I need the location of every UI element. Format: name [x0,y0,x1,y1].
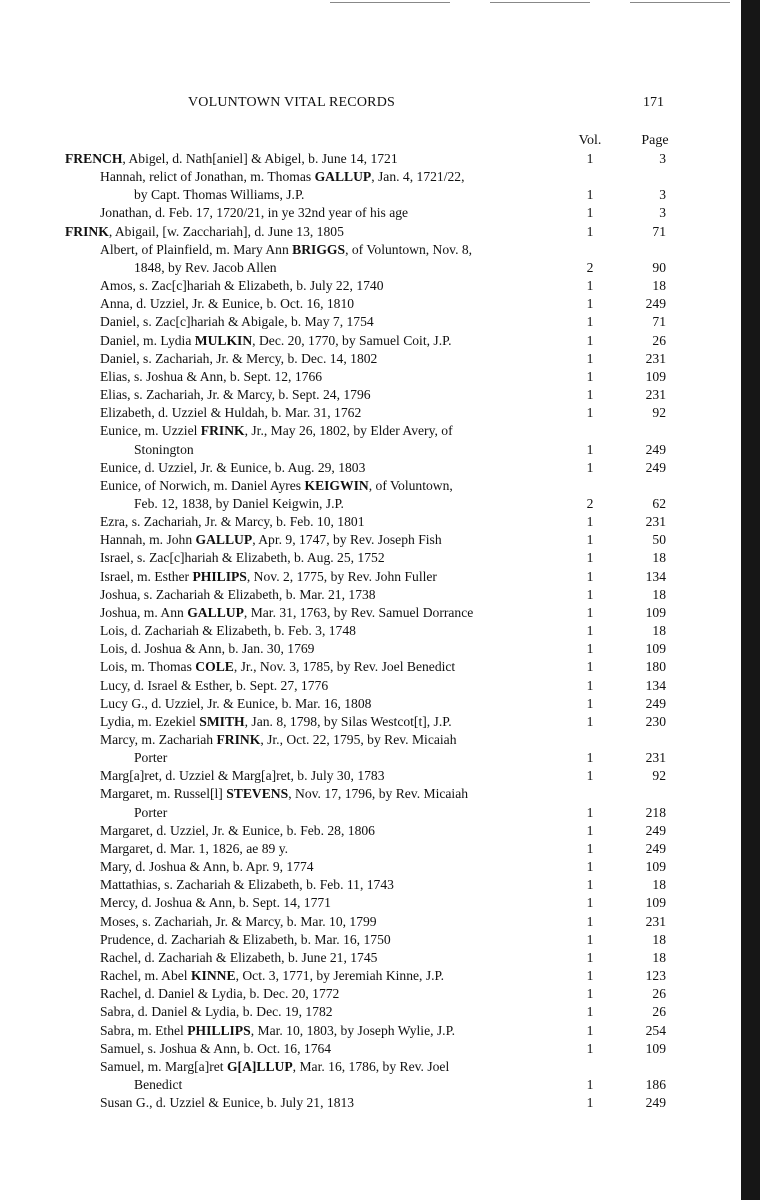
record-entry [0,150,741,168]
scan-edge-lines [330,0,740,8]
page-reference: 109 [645,641,666,657]
surname: FRINK [200,423,245,439]
volume-number: 1 [586,695,594,711]
page-reference: 249 [645,1095,666,1111]
volume-number: 1 [586,1040,594,1056]
page-reference: 62 [652,495,666,511]
entry-continuation [0,804,470,822]
surname: COLE [195,659,234,675]
entry-fragment: , Jr., Nov. 3, 1785, by Rev. Joel Benedict [233,659,456,675]
entry-fragment: Moses, s. Zachariah, Jr. & Marcy, b. Mar. 10, 1799 [100,913,377,929]
record-entry [0,459,741,477]
volume-number: 1 [586,223,594,239]
page-reference: 230 [645,713,666,729]
volume-number: 1 [586,459,594,475]
record-entry [0,913,741,931]
volume-number: 1 [586,332,594,348]
entry-fragment: Albert, of Plainfield, m. Mary Ann [100,241,293,257]
entry-text [0,1003,470,1021]
entry-fragment: Rachel, m. Abel [100,968,191,984]
record-entry [0,313,741,331]
entry-fragment: Jonathan, d. Feb. 17, 1720/21, in ye 32nd year of his age [100,205,409,221]
entry-fragment: Amos, s. Zac[c]hariah & Elizabeth, b. July 22, 1740 [100,278,384,294]
page-reference: 26 [652,1004,666,1020]
entry-text [0,531,470,549]
volume-number: 2 [586,495,594,511]
entry-fragment: Lois, d. Zachariah & Elizabeth, b. Feb. 3, 1748 [100,623,356,639]
entry-text [0,913,470,931]
page-reference: 134 [645,677,666,693]
volume-number: 1 [586,913,594,929]
entry-fragment: Sabra, d. Daniel & Lydia, b. Dec. 19, 1782 [100,1004,333,1020]
entry-fragment: , Jan. 4, 1721/22, [371,169,465,185]
record-entry [0,767,741,785]
entry-fragment: Rachel, d. Daniel & Lydia, b. Dec. 20, 1772 [100,986,340,1002]
volume-number: 1 [586,822,594,838]
page-reference: 26 [652,986,666,1002]
entry-continuation [0,749,470,767]
record-entry [0,1003,741,1021]
entry-text [0,332,470,350]
entry-fragment: Ezra, s. Zachariah, Jr. & Marcy, b. Feb. 10, 1801 [100,514,365,530]
record-entry [0,677,741,695]
entry-fragment: Daniel, m. Lydia [100,332,195,348]
entry-text [0,894,470,912]
page-reference: 109 [645,1040,666,1056]
entry-fragment: , Apr. 9, 1747, by Rev. Joseph Fish [252,532,442,548]
record-list [0,150,741,1112]
page-reference: 249 [645,459,666,475]
record-entry [0,695,741,713]
entry-text [0,931,470,949]
volume-number: 1 [586,296,594,312]
surname: SMITH [199,713,245,729]
entry-text [0,695,470,713]
entry-fragment: Eunice, d. Uzziel, Jr. & Eunice, b. Aug. 29, 1803 [100,459,366,475]
entry-fragment: Elias, s. Joshua & Ann, b. Sept. 12, 1766 [100,368,323,384]
volume-number: 1 [586,441,594,457]
volume-number: 1 [586,532,594,548]
entry-fragment: Stonington [134,441,194,457]
entry-text [0,459,470,477]
surname: PHILLIPS [187,1022,251,1038]
entry-fragment: Hannah, relict of Jonathan, m. Thomas [100,169,315,185]
entry-fragment: Elias, s. Zachariah, Jr. & Marcy, b. Sept. 24, 1796 [100,387,371,403]
volume-number: 1 [586,931,594,947]
entry-text [0,949,470,967]
volume-number: 1 [586,895,594,911]
surname: KEIGWIN [304,477,369,493]
volume-number: 1 [586,1095,594,1111]
page-reference: 109 [645,368,666,384]
entry-text [0,785,470,803]
entry-fragment: Benedict [134,1076,183,1092]
page-header [0,95,741,113]
page-reference: 3 [659,151,666,166]
surname: FRINK [216,732,261,747]
record-entry [0,531,741,549]
entry-continuation [0,259,470,277]
entry-text [0,477,470,495]
record-entry [0,350,741,368]
volume-number: 1 [586,550,594,566]
page-reference: 180 [645,659,666,675]
volume-number: 1 [586,1076,594,1092]
record-entry [0,295,741,313]
entry-text [0,168,470,186]
volume-number: 1 [586,804,594,820]
entry-text [0,767,470,785]
surname: STEVENS [226,786,289,802]
volume-number: 1 [586,187,594,203]
vol-column-header: Vol. [578,133,602,148]
entry-fragment: Anna, d. Uzziel, Jr. & Eunice, b. Oct. 16, 1810 [100,296,355,312]
record-entry [0,549,741,567]
record-entry [0,204,741,222]
entry-fragment: Eunice, m. Uzziel [100,423,201,439]
record-entry [0,277,741,295]
entry-fragment: , Mar. 31, 1763, by Rev. Samuel Dorrance [243,604,474,620]
surname: GALLUP [187,604,244,620]
entry-text [0,223,470,241]
record-entry [0,894,741,912]
entry-fragment: , Jr., May 26, 1802, by Elder Avery, of [244,423,453,439]
page-reference: 18 [652,877,666,893]
page-reference: 134 [645,568,666,584]
entry-text [0,368,470,386]
volume-number: 1 [586,986,594,1002]
volume-number: 1 [586,859,594,875]
surname: G[A]LLUP [226,1058,293,1074]
entry-fragment: Mary, d. Joshua & Ann, b. Apr. 9, 1774 [100,859,314,875]
volume-number: 1 [586,949,594,965]
record-entry [0,640,741,658]
entry-fragment: , of Voluntown, [368,477,453,493]
entry-continuation [0,441,470,459]
entry-fragment: , Oct. 3, 1771, by Jeremiah Kinne, J.P. [235,968,444,984]
entry-fragment: Marcy, m. Zachariah [100,732,217,747]
page-reference: 123 [645,968,666,984]
entry-fragment: 1848, by Rev. Jacob Allen [134,259,277,275]
entry-fragment: Eunice, of Norwich, m. Daniel Ayres [100,477,305,493]
surname: MULKIN [194,332,253,348]
surname: GALLUP [195,532,253,548]
record-entry [0,604,741,622]
page-reference: 109 [645,895,666,911]
entry-fragment: , Jan. 8, 1798, by Silas Westcot[t], J.P. [244,713,452,729]
record-entry [0,368,741,386]
surname: KINNE [190,968,236,984]
surname: GALLUP [314,169,372,185]
volume-number: 1 [586,641,594,657]
entry-fragment: Joshua, s. Zachariah & Elizabeth, b. Mar. 21, 1738 [100,586,376,602]
entry-text [0,277,470,295]
column-headers [0,133,741,149]
page-reference: 3 [659,187,666,203]
page-reference: 92 [652,405,666,421]
entry-continuation [0,186,470,204]
entry-text [0,513,470,531]
entry-fragment: Porter [134,804,168,820]
volume-number: 1 [586,568,594,584]
volume-number: 1 [586,586,594,602]
entry-fragment: Lois, m. Thomas [100,659,196,675]
record-entry [0,985,741,1003]
record-entry [0,622,741,640]
page-reference: 18 [652,931,666,947]
record-entry [0,731,741,767]
entry-fragment: Lois, d. Joshua & Ann, b. Jan. 30, 1769 [100,641,315,657]
entry-text [0,1058,470,1076]
entry-fragment: Elizabeth, d. Uzziel & Huldah, b. Mar. 31, 1762 [100,405,362,421]
record-entry [0,513,741,531]
surname: PHILIPS [192,568,247,584]
page-reference: 71 [652,314,666,330]
entry-fragment: Feb. 12, 1838, by Daniel Keigwin, J.P. [134,495,344,511]
entry-text [0,350,470,368]
entry-fragment: Margaret, m. Russel[l] [100,786,227,802]
entry-text [0,422,470,440]
entry-fragment: Joshua, m. Ann [100,604,188,620]
entry-fragment: Israel, s. Zac[c]hariah & Elizabeth, b. Aug. 25, 1752 [100,550,385,566]
page-reference: 249 [645,695,666,711]
entry-fragment: , Mar. 10, 1803, by Joseph Wylie, J.P. [250,1022,456,1038]
volume-number: 1 [586,877,594,893]
entry-text [0,840,470,858]
page-reference: 18 [652,550,666,566]
page-reference: 3 [659,205,666,221]
entry-text [0,967,470,985]
record-entry [0,586,741,604]
entry-text [0,1022,470,1040]
entry-fragment: by Capt. Thomas Williams, J.P. [134,187,305,203]
entry-fragment: Rachel, d. Zachariah & Elizabeth, b. June 21, 1745 [100,949,378,965]
entry-fragment: Samuel, s. Joshua & Ann, b. Oct. 16, 1764 [100,1040,332,1056]
entry-text [0,404,470,422]
entry-fragment: , Nov. 2, 1775, by Rev. John Fuller [246,568,437,584]
record-entry [0,422,741,458]
entry-text [0,568,470,586]
volume-number: 1 [586,314,594,330]
volume-number: 1 [586,387,594,403]
page-reference: 50 [652,532,666,548]
entry-text [0,731,470,749]
entry-fragment: Susan G., d. Uzziel & Eunice, b. July 21, 1813 [100,1095,355,1111]
entry-text [0,876,470,894]
entry-text [0,658,470,676]
entry-text [0,241,473,259]
page-reference: 231 [645,750,666,766]
record-entry [0,949,741,967]
page-reference: 231 [645,514,666,530]
page-number: 171 [643,95,664,110]
volume-number: 1 [586,151,594,166]
page-reference: 71 [652,223,666,239]
entry-fragment: Lucy G., d. Uzziel, Jr. & Eunice, b. Mar. 16, 1808 [100,695,372,711]
page-reference: 249 [645,840,666,856]
entry-text [0,386,470,404]
page-reference: 231 [645,913,666,929]
record-entry [0,1022,741,1040]
record-entry [0,876,741,894]
entry-fragment: , Nov. 17, 1796, by Rev. Micaiah [288,786,469,802]
volume-number: 1 [586,659,594,675]
entry-text [0,295,470,313]
record-entry [0,840,741,858]
volume-number: 1 [586,205,594,221]
record-entry [0,568,741,586]
entry-fragment: Lydia, m. Ezekiel [100,713,200,729]
volume-number: 1 [586,1004,594,1020]
page-reference: 249 [645,822,666,838]
entry-fragment: Mercy, d. Joshua & Ann, b. Sept. 14, 1771 [100,895,331,911]
entry-fragment: , Jr., Oct. 22, 1795, by Rev. Micaiah [260,732,457,747]
entry-text [0,713,470,731]
record-entry [0,223,741,241]
page-reference: 90 [652,259,666,275]
record-entry [0,822,741,840]
record-entry [0,658,741,676]
page-reference: 249 [645,441,666,457]
page-reference: 249 [645,296,666,312]
volume-number: 1 [586,514,594,530]
entry-fragment: Margaret, d. Uzziel, Jr. & Eunice, b. Feb. 28, 1806 [100,822,375,838]
entry-text [0,1040,470,1058]
volume-number: 1 [586,350,594,366]
entry-text [0,549,470,567]
entry-fragment: Lucy, d. Israel & Esther, b. Sept. 27, 1776 [100,677,329,693]
entry-fragment: Marg[a]ret, d. Uzziel & Marg[a]ret, b. July 30, 1783 [100,768,385,784]
entry-continuation [0,1076,470,1094]
record-entry [0,967,741,985]
entry-fragment: , Abigail, [w. Zacchariah], d. June 13, 1805 [108,223,344,239]
volume-number: 1 [586,278,594,294]
entry-text [0,204,470,222]
entry-text [0,150,470,168]
page-reference: 231 [645,350,666,366]
entry-text [0,586,470,604]
record-entry [0,1058,741,1094]
page-reference: 231 [645,387,666,403]
record-entry [0,168,741,204]
page-reference: 92 [652,768,666,784]
record-entry [0,477,741,513]
record-entry [0,1094,741,1112]
entry-fragment: Israel, m. Esther [100,568,193,584]
page-column-header: Page [641,133,669,148]
page-reference: 18 [652,623,666,639]
volume-number: 1 [586,713,594,729]
record-entry [0,386,741,404]
page-reference: 218 [645,804,666,820]
surname: FRINK [65,223,109,239]
entry-text [0,622,470,640]
entry-fragment: Sabra, m. Ethel [100,1022,188,1038]
entry-fragment: Mattathias, s. Zachariah & Elizabeth, b. Feb. 11, 1743 [100,877,394,893]
record-entry [0,1040,741,1058]
volume-number: 1 [586,405,594,421]
record-entry [0,931,741,949]
surname: FRENCH [65,151,123,166]
entry-text [0,858,470,876]
entry-text [0,985,470,1003]
entry-text [0,1094,470,1112]
entry-continuation [0,495,470,513]
entry-fragment: Margaret, d. Mar. 1, 1826, ae 89 y. [100,840,289,856]
entry-fragment: , Mar. 16, 1786, by Rev. Joel [292,1058,450,1074]
volume-number: 1 [586,1022,594,1038]
page-reference: 109 [645,604,666,620]
entry-fragment: Daniel, s. Zac[c]hariah & Abigale, b. May 7, 1754 [100,314,374,330]
volume-number: 1 [586,604,594,620]
record-entry [0,858,741,876]
page-reference: 26 [652,332,666,348]
surname: BRIGGS [292,241,346,257]
scan-border [741,0,760,1200]
entry-fragment: , Abigel, d. Nath[aniel] & Abigel, b. June 14, 1721 [122,151,398,166]
entry-fragment: Prudence, d. Zachariah & Elizabeth, b. Mar. 16, 1750 [100,931,391,947]
record-entry [0,785,741,821]
record-entry [0,332,741,350]
volume-number: 1 [586,677,594,693]
entry-text [0,822,470,840]
volume-number: 1 [586,750,594,766]
record-entry [0,404,741,422]
page-reference: 18 [652,278,666,294]
entry-fragment: Daniel, s. Zachariah, Jr. & Mercy, b. Dec. 14, 1802 [100,350,378,366]
entry-fragment: , Dec. 20, 1770, by Samuel Coit, J.P. [252,332,452,348]
entry-text [0,604,474,622]
volume-number: 1 [586,768,594,784]
running-head: VOLUNTOWN VITAL RECORDS [188,95,395,110]
volume-number: 1 [586,968,594,984]
entry-fragment: Samuel, m. Marg[a]ret [100,1058,227,1074]
entry-text [0,677,470,695]
entry-text [0,640,470,658]
record-entry [0,713,741,731]
entry-text [0,313,470,331]
entry-fragment: Hannah, m. John [100,532,196,548]
volume-number: 1 [586,840,594,856]
page-reference: 254 [645,1022,666,1038]
record-entry [0,241,741,277]
page-reference: 109 [645,859,666,875]
page-reference: 18 [652,586,666,602]
volume-number: 1 [586,623,594,639]
page-reference: 186 [645,1076,666,1092]
volume-number: 2 [586,259,594,275]
entry-fragment: , of Voluntown, Nov. 8, [345,241,473,257]
entry-fragment: Porter [134,750,168,766]
page-reference: 18 [652,949,666,965]
volume-number: 1 [586,368,594,384]
